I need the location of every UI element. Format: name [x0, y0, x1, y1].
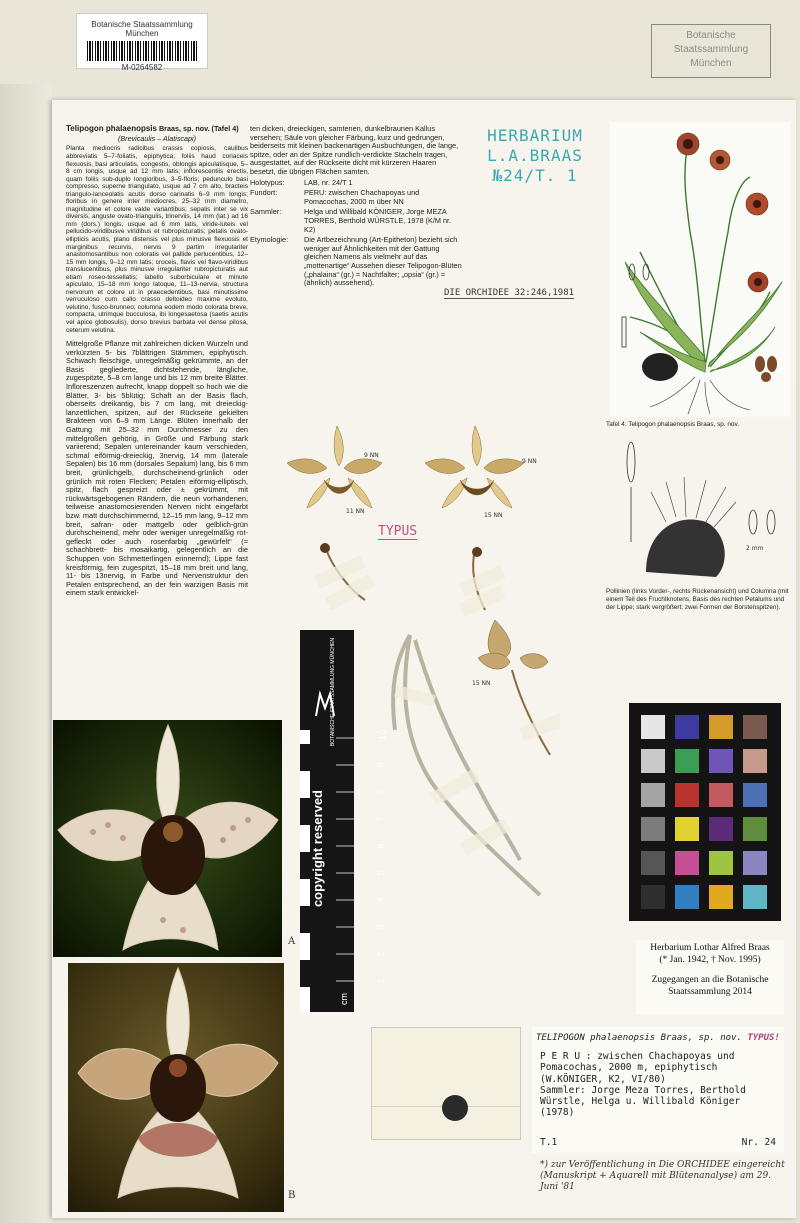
journal-reference: DIE ORCHIDEE 32:246,1981 — [444, 288, 575, 298]
barcode-icon — [87, 41, 197, 61]
herbarium-stamp-line-1: HERBARIUM — [487, 126, 583, 145]
holotype-row — [250, 179, 463, 188]
color-swatch — [675, 885, 699, 909]
german-description: Mittelgroße Pflanze mit zahlreichen dicken Wurzeln und verkürzten 5- bis 7blättrigen Stämmen, epiphytisch. Schwach fleischige, unregelmäßig gekrümmte, an der Basis gegliederte, dichtstehende, längliche, zugespitzte, 5–8 cm lange und bis 12 mm breite Blätter. Infloreszenzen aufrecht, knapp doppelt so hoch wie die Blätter, 3- bis 5blütig; Schaft an der Basis flach, oberseits dreikantig, bis 7 cm lang, mit dreieckig-lanzettlichen, spitzen, auf der Rückseite gekielten Brakteen von 6–9 mm Länge. Blüten innerhalb der Gattung mit 25–32 mm Durchmesser zu den mittelgroßen gehörig, in Größe und Färbung stark variierend; Sepalen untereinander kaum verschieden, schmal eiförmig-dreieckig, 3nervig, 14 mm (laterale Sepalen) bis 16 mm (dorsales Sepalum) lang, bis 6 mm breit, grünlichgelb, durchscheinend-grünlich oder grünlich mit roten Flecken; Petalen eiförmig-elliptisch, spitz, flach gespreizt oder ± gekrümmt, mit rückwärtsgebogenen Rändern, die neun vorhandenen, teilweise anastomosierenden Nerven nicht eingefärbt bzw. matt durchschimmernd, 12–15 mm lang, 9–12 mm breit, safran- oder mattgelb oder gelblich-grün durchscheinend, mehr oder weniger unregelmäßig rot-gefleckt oder auch rosenfarbig „gewürfelt“ (= schachbrett- bis mosaikartig, gelegentlich an die Schuppen von Schmetterlingen erinnernd); Lippe fast kreisförmig, fein zugespitzt, 15–18 mm breit und lang, 11- bis 13nervig, in Farbe und Nervenstruktur den Petalen entsprechend, an der fein warzigen Basis mit einem stark entwickel- — [66, 339, 248, 598]
envelope-button-icon — [442, 1095, 468, 1121]
color-swatch — [709, 885, 733, 909]
specimen-label — [532, 1027, 784, 1153]
braas-herbarium-label — [636, 940, 784, 1015]
latin-diagnosis: Planta mediocris radicibus crassis copiosis, caulibus abbreviatis 5–7-foliatis, epiphytica; foliis haud coriaceis flexuosis, basi articulatis, congestis, oblongis apiculatisque, 5–8 cm longis, usque ad 12 mm latis; inflorescentiis erectis, quam foliis sub-duplo longioribus, 3–5-floris; pedunculo basi compresso, superne triangulato, usque ad 7 cm alto, bracteis triangulo-lanceolatis acutis dorso carinatis 6–9 mm longis; floribus in genere inter mediocres, 25–32 mm diametro, magnitudine et colore valde variantibus; sepalis inter se vix diversis, anguste ovato-triangulis, trinerviis, 14 mm (lat.) ad 16 mm (dors.) longis, usque ad 6 mm latis, viride-luteis vel pellucido-viridibusve viridibus et rubropicturatis; petalis ovato-ellipticis acutis, plano distensis vel plus minusve flexuosis et marginibus recurvis, nervis 9 partim irregulariter anastomosantibus non coloratis vel pallide perlucentibus, 12–15 mm longis, 9–12 mm latis; croceis, flavis vel flavo-viridibus translucentibus, plus minusve irregulariter rubropicturatis aut etiam roseo-tessellatis; labello suborbiculare et minute apiculato, 15–18 mm longo latoque, 11–13-nervia, structura nervorum et colore ut in praecedentibus, basi minutissime verruculoso cum callo crasso deltoideo maxime evoluto, velutino, fusco-brunneo; columna eodem modo colorata breve, compacta, utrimque bucculosa, ibi longesaetosa (saetis acutis vel apice globosulis), dorso brevius barbata vel dense pilosa, ceterum velutina. — [66, 145, 248, 334]
species-section: (Brevicaulis – Alatiscapi) — [117, 133, 197, 143]
sketch-note-2: 11 NN — [346, 508, 365, 515]
description-column-left — [66, 125, 248, 604]
barcode-institution: Botanische Staatssammlung München — [91, 20, 193, 38]
pollinia-drawing — [606, 432, 791, 582]
ruler-number: 3 — [375, 924, 386, 930]
holotype-value: LAB, nr. 24/T 1 — [304, 177, 353, 187]
herbarium-stamp-line-3: №24/T. 1 — [492, 166, 578, 185]
collector-key: Sammler: — [250, 207, 282, 217]
color-swatch — [709, 715, 733, 739]
label-specimen-number: Nr. 24 — [741, 1137, 776, 1148]
flower-photo-b — [68, 963, 284, 1212]
stamp-line-2: Staatssammlung — [673, 44, 749, 55]
color-swatch — [743, 783, 767, 807]
braas-label-line-1: Herbarium Lothar Alfred Braas — [650, 943, 770, 953]
sketch-note-4: 15 NN — [484, 512, 503, 519]
etymology-value: Die Artbezeichnung (Art-Epitheton) bezieht sich weniger auf Ähnlichkeiten mit der Gattung gleichen Namens als vielmehr auf das „mottenartige“ Aussehen dieser Telipogon-Blüten („phalaina“ (gr.) = Nachtfalter; „opsia“ (gr.) = (ähnlich) aussehend). — [304, 235, 462, 288]
color-swatch — [641, 885, 665, 909]
institution-stamp — [651, 24, 771, 78]
sketch-note-5: 15 NN — [472, 680, 491, 687]
ruler-number: 9 — [375, 762, 386, 768]
scale-note: 2 mm — [746, 545, 764, 552]
color-swatch — [743, 885, 767, 909]
pollinia-caption: Pollinien (links Vorder-, rechts Rückenansicht) und Columna (mit einem Teil des Fruchtknotens, Basis des rechten Petalums und der Lippe; stark vergrößert; zwei Formen der Borstenspitzen). — [606, 588, 789, 611]
color-swatch — [641, 851, 665, 875]
label-typus: TYPUS! — [747, 1033, 780, 1043]
color-swatch — [709, 817, 733, 841]
plate-caption: Tafel 4: Telipogon phalaenopsis Braas, sp. nov. — [606, 421, 739, 428]
collector-row — [250, 208, 463, 234]
locality-row — [250, 189, 463, 206]
label-sheet-number: T.1 — [540, 1137, 558, 1148]
ruler-number: 7 — [375, 816, 386, 822]
color-swatch — [675, 783, 699, 807]
specimen-envelope[interactable] — [371, 1027, 521, 1140]
label-line: Würstle, Helga u. Willibald Königer — [540, 1096, 741, 1108]
herbarium-logo-icon — [314, 690, 336, 718]
herbarium-stamp-text — [470, 126, 600, 186]
scale-ruler — [300, 630, 389, 1012]
flower-watercolour-2 — [420, 418, 535, 522]
label-line: (W.KÖNIGER, K2, VI/80) — [540, 1073, 666, 1085]
description-column-right — [250, 125, 463, 288]
ruler-unit: cm — [339, 993, 349, 1005]
flower-detail-sketch — [755, 356, 777, 382]
flower-photo-a — [53, 720, 282, 957]
color-swatch — [743, 817, 767, 841]
color-swatch — [641, 817, 665, 841]
color-swatch — [675, 851, 699, 875]
color-swatch — [675, 817, 699, 841]
color-swatch — [743, 715, 767, 739]
color-swatch — [709, 783, 733, 807]
plant-illustration — [630, 144, 770, 367]
color-swatch — [709, 749, 733, 773]
locality-value: PERU: zwischen Chachapoyas und Pomacochas, 2000 m über NN — [304, 188, 420, 206]
flower-watercolour-1 — [282, 418, 397, 522]
ruler-number: 5 — [375, 870, 386, 876]
photo-mark-b: B — [288, 1190, 296, 1201]
color-swatch — [675, 749, 699, 773]
photo-mark-a: A — [288, 936, 296, 947]
color-swatch — [743, 851, 767, 875]
color-swatch — [641, 749, 665, 773]
braas-label-line-3: Zugegangen an die Botanische — [651, 975, 769, 985]
orchid-flower-b — [68, 963, 284, 1212]
locality-key: Fundort: — [250, 188, 278, 198]
label-line: Pomacochas, 2000 m, epiphytisch — [540, 1062, 718, 1074]
stamp-line-3: München — [690, 58, 732, 69]
color-swatch — [641, 783, 665, 807]
label-line: (1978) — [540, 1107, 575, 1119]
ruler-number: 8 — [375, 789, 386, 795]
flower-heads — [677, 133, 768, 292]
holotype-key: Holotypus: — [250, 177, 285, 187]
ruler-brand: BOTANISCHE STAATSSAMMLUNG MÜNCHEN — [330, 638, 336, 747]
color-swatch — [675, 715, 699, 739]
ruler-number: 6 — [375, 843, 386, 849]
ruler-number: 10 — [378, 729, 389, 741]
etymology-row — [250, 236, 463, 288]
roots — [650, 377, 750, 414]
ruler-numbers — [340, 729, 389, 1012]
ruler-copyright: copyright reserved — [310, 790, 325, 908]
braas-label-line-2: (* Jan. 1942, † Nov. 1995) — [659, 955, 761, 965]
etymology-key: Etymologie: — [250, 235, 289, 245]
species-title: Telipogon phalaenopsis — [66, 124, 157, 133]
species-title-rest: Braas, sp. nov. (Tafel 4) — [158, 124, 239, 133]
color-swatch — [641, 715, 665, 739]
color-swatch — [709, 851, 733, 875]
herbarium-stamp-line-2: L.A.BRAAS — [487, 146, 583, 165]
description-continued: ten dicken, dreieckigen, samtenen, dunkelbraunen Kallus versehen; Säule von gleicher Färbung, kurz und gedrungen, beiderseits mit kleinen backenartigen Ausbuchtungen, die lange, spitze, oder an der Spitze rundlich-verdickte Stacheln tragen, ausgestattet, auf der Rückseite dicht mit kürzeren Haaren besetzt, die übrigen Flächen samten. — [250, 124, 459, 176]
stamp-line-1: Botanische — [686, 30, 736, 41]
label-body — [540, 1051, 780, 1119]
column-sketch — [642, 353, 678, 381]
ruler-number: 1 — [375, 978, 386, 984]
color-calibration-card — [629, 703, 781, 921]
label-line: P E R U : zwischen Chachapoyas und — [540, 1051, 735, 1062]
label-taxon: TELIPOGON phalaenopsis Braas, sp. nov. — [536, 1033, 742, 1043]
column-illustration — [646, 519, 725, 577]
color-swatch — [743, 749, 767, 773]
label-footer — [540, 1137, 776, 1148]
collector-value: Helga und Willibald KÖNIGER, Jorge MEZA TORRES, Berthold WÜRSTLE, 1978 (K/M nr. K2) — [304, 207, 452, 234]
sketch-note-3: 9 NN — [522, 458, 537, 465]
ruler-number: 2 — [375, 951, 386, 957]
botanical-plate-drawing — [610, 122, 790, 417]
sketch-note-1: 9 NN — [364, 452, 379, 459]
barcode-label — [76, 13, 208, 72]
handwritten-note: *) zur Veröffentlichung in Die ORCHIDEE eingereicht (Manuskript + Aquarell mit Blütenanalyse) am 29. Juni '81 — [540, 1160, 785, 1192]
typus-mark: TYPUS — [378, 524, 418, 539]
label-line: Sammler: Jorge Meza Torres, Berthold — [540, 1084, 746, 1096]
braas-label-line-4: Staatssammlung 2014 — [668, 987, 752, 997]
ruler-number: 4 — [375, 897, 386, 903]
book-spine — [0, 84, 52, 1223]
orchid-flower-a — [53, 720, 282, 957]
barcode-code: M-0264582 — [121, 63, 163, 72]
